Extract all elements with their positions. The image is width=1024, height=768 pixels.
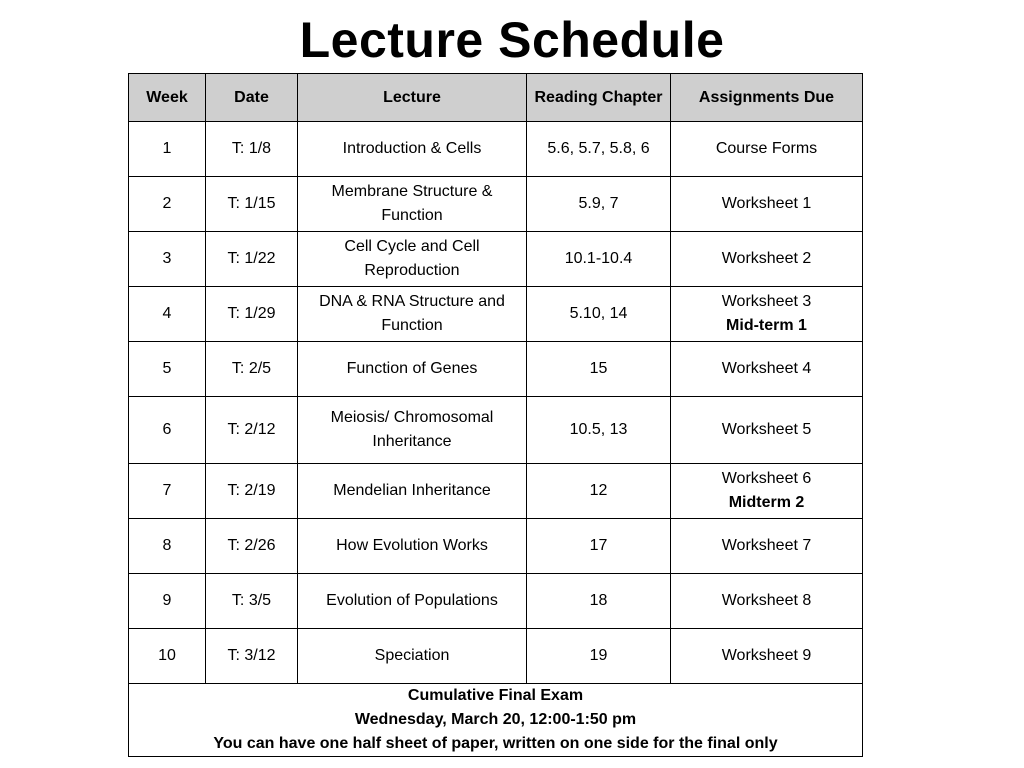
- final-exam-datetime: Wednesday, March 20, 12:00-1:50 pm: [354, 711, 637, 728]
- lecture-cell: Introduction & Cells: [298, 122, 527, 177]
- date-cell: T: 2/26: [206, 519, 298, 574]
- reading-cell: 17: [527, 519, 671, 574]
- table-row: [129, 232, 863, 287]
- lecture-cell: Mendelian Inheritance: [298, 464, 527, 519]
- week-cell: 10: [129, 629, 206, 684]
- header-assignments-due: Assignments Due: [671, 74, 863, 122]
- header-lecture: Lecture: [298, 74, 527, 122]
- table-row: [129, 287, 863, 342]
- header-date: Date: [206, 74, 298, 122]
- table-row: [129, 574, 863, 629]
- week-cell: 8: [129, 519, 206, 574]
- date-cell: T: 2/5: [206, 342, 298, 397]
- reading-cell: 10.5, 13: [527, 397, 671, 464]
- week-cell: 7: [129, 464, 206, 519]
- week-cell: 4: [129, 287, 206, 342]
- table-row: [129, 519, 863, 574]
- date-cell: T: 1/22: [206, 232, 298, 287]
- date-cell: T: 1/8: [206, 122, 298, 177]
- reading-cell: 5.10, 14: [527, 287, 671, 342]
- date-cell: T: 2/19: [206, 464, 298, 519]
- week-cell: 9: [129, 574, 206, 629]
- reading-cell: 5.9, 7: [527, 177, 671, 232]
- page-title: Lecture Schedule: [299, 12, 725, 68]
- reading-cell: 15: [527, 342, 671, 397]
- exam-label: Mid-term 1: [726, 317, 807, 334]
- final-exam-cell: [129, 684, 863, 757]
- assignment-cell: Worksheet 7: [671, 519, 863, 574]
- header-week: Week: [129, 74, 206, 122]
- date-cell: T: 3/12: [206, 629, 298, 684]
- table-header-row: [129, 74, 863, 122]
- assignment-label: Worksheet 6: [721, 470, 812, 487]
- reading-cell: 5.6, 5.7, 5.8, 6: [527, 122, 671, 177]
- reading-cell: 19: [527, 629, 671, 684]
- week-cell: 5: [129, 342, 206, 397]
- week-cell: 2: [129, 177, 206, 232]
- lecture-cell: How Evolution Works: [298, 519, 527, 574]
- assignment-cell: Worksheet 1: [671, 177, 863, 232]
- lecture-schedule-table: [128, 73, 863, 757]
- table-row: [129, 397, 863, 464]
- assignment-cell: Course Forms: [671, 122, 863, 177]
- assignment-cell: [671, 464, 863, 519]
- lecture-cell: Meiosis/ Chromosomal Inheritance: [298, 397, 527, 464]
- assignment-cell: Worksheet 2: [671, 232, 863, 287]
- header-reading-chapter: Reading Chapter: [527, 74, 671, 122]
- lecture-cell: Cell Cycle and Cell Reproduction: [298, 232, 527, 287]
- final-exam-note: You can have one half sheet of paper, written on one side for the final only: [213, 735, 778, 752]
- assignment-label: Worksheet 3: [721, 293, 812, 310]
- final-exam-row: [129, 684, 863, 757]
- lecture-cell: Function of Genes: [298, 342, 527, 397]
- date-cell: T: 1/15: [206, 177, 298, 232]
- table-row: [129, 629, 863, 684]
- lecture-cell: DNA & RNA Structure and Function: [298, 287, 527, 342]
- assignment-cell: Worksheet 8: [671, 574, 863, 629]
- assignment-cell: Worksheet 5: [671, 397, 863, 464]
- assignment-cell: [671, 287, 863, 342]
- lecture-cell: Membrane Structure & Function: [298, 177, 527, 232]
- lecture-cell: Speciation: [298, 629, 527, 684]
- table-row: [129, 122, 863, 177]
- table-row: [129, 342, 863, 397]
- exam-label: Midterm 2: [728, 494, 805, 511]
- week-cell: 1: [129, 122, 206, 177]
- week-cell: 6: [129, 397, 206, 464]
- date-cell: T: 2/12: [206, 397, 298, 464]
- date-cell: T: 3/5: [206, 574, 298, 629]
- table-row: [129, 177, 863, 232]
- assignment-cell: Worksheet 9: [671, 629, 863, 684]
- reading-cell: 18: [527, 574, 671, 629]
- assignment-cell: Worksheet 4: [671, 342, 863, 397]
- lecture-cell: Evolution of Populations: [298, 574, 527, 629]
- reading-cell: 10.1-10.4: [527, 232, 671, 287]
- week-cell: 3: [129, 232, 206, 287]
- date-cell: T: 1/29: [206, 287, 298, 342]
- reading-cell: 12: [527, 464, 671, 519]
- final-exam-title: Cumulative Final Exam: [407, 687, 584, 704]
- table-row: [129, 464, 863, 519]
